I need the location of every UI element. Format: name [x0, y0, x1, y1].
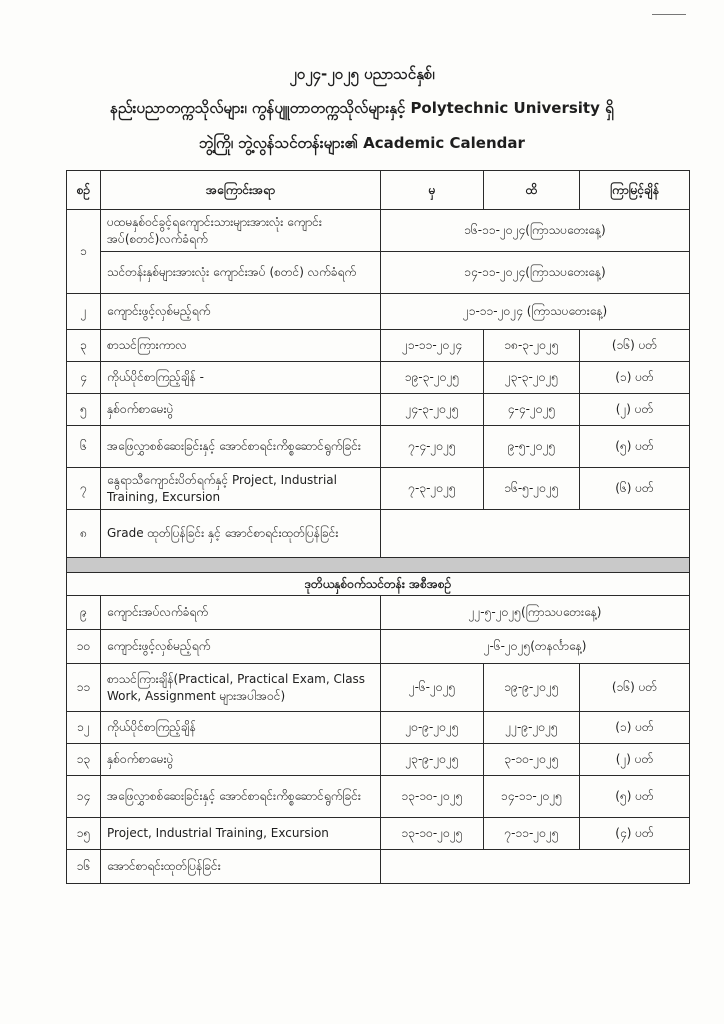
table-row	[67, 776, 690, 818]
table-row	[67, 394, 690, 426]
table-row	[67, 294, 690, 330]
table-row	[67, 712, 690, 744]
row-item: ကျောင်းအပ်လက်ခံရက်	[101, 596, 381, 630]
row-duration: (၁၆) ပတ်	[580, 664, 690, 712]
row-from: ၂၄-၃-၂၀၂၅	[381, 394, 484, 426]
row-to: ၂၃-၃-၂၀၂၅	[484, 362, 580, 394]
row-item: အဖြေလွှာစစ်ဆေးခြင်းနှင့် အောင်စာရင်းကိစ္စဆောင်ရွက်ခြင်း	[101, 776, 381, 818]
row-duration: (၁) ပတ်	[580, 362, 690, 394]
header-to: ထိ	[484, 171, 580, 210]
row-no: ၆	[67, 426, 101, 468]
row-item: ကျောင်းဖွင့်လှစ်မည့်ရက်	[101, 630, 381, 664]
section-heading-row	[67, 573, 690, 596]
header-item: အကြောင်းအရာ	[101, 171, 381, 210]
table-row	[67, 818, 690, 850]
row-from: ၂၁-၁၁-၂၀၂၄	[381, 330, 484, 362]
row-to: ၁၉-၉-၂၀၂၅	[484, 664, 580, 712]
row-no: ၁၅	[67, 818, 101, 850]
row-duration: (၄) ပတ်	[580, 818, 690, 850]
table-row	[67, 744, 690, 776]
row-no: ၁၁	[67, 664, 101, 712]
row-from: ၂၀-၉-၂၀၂၅	[381, 712, 484, 744]
row-duration: (၂) ပတ်	[580, 394, 690, 426]
row-item: ကိုယ်ပိုင်စာကြည့်ချိန်	[101, 712, 381, 744]
table-row	[67, 426, 690, 468]
table-row	[67, 664, 690, 712]
row-to: ၇-၁၁-၂၀၂၅	[484, 818, 580, 850]
row-item: စာသင်ကြားကာလ	[101, 330, 381, 362]
row-to: ၁၄-၁၁-၂၀၂၅	[484, 776, 580, 818]
row-no: ၁၄	[67, 776, 101, 818]
table-row	[67, 252, 690, 294]
row-item: Project, Industrial Training, Excursion	[101, 818, 381, 850]
title-institutions: နည်းပညာတက္ကသိုလ်များ၊ ကွန်ပျူတာတက္ကသိုလ်များနှင့် Polytechnic University ရှိ	[110, 99, 614, 117]
row-no: ၉	[67, 596, 101, 630]
row-duration: (၁၆) ပတ်	[580, 330, 690, 362]
row-item: နွေရာသီကျောင်းပိတ်ရက်နှင့် Project, Industrial Training, Excursion	[101, 468, 381, 510]
title-year: ၂၀၂၄-၂၀၂၅ ပညာသင်နှစ်၊	[289, 65, 435, 83]
table-row	[67, 330, 690, 362]
row-duration: (၂) ပတ်	[580, 744, 690, 776]
row-duration: (၅) ပတ်	[580, 426, 690, 468]
row-to: ၄-၄-၂၀၂၅	[484, 394, 580, 426]
row-no: ၁၆	[67, 850, 101, 884]
row-from: ၁၉-၃-၂၀၂၅	[381, 362, 484, 394]
row-item: ကျောင်းဖွင့်လှစ်မည့်ရက်	[101, 294, 381, 330]
row-item: သင်တန်းနှစ်များအားလုံး ကျောင်းအပ် (စတင်) လက်ခံရက်	[101, 252, 381, 294]
row-from: ၁၃-၁၀-၂၀၂၅	[381, 818, 484, 850]
title-calendar: ဘွဲ့ကြို၊ ဘွဲ့လွန်သင်တန်းများ၏ Academic Calendar	[199, 134, 525, 152]
row-no: ၁၀	[67, 630, 101, 664]
row-to: ၁၈-၃-၂၀၂၅	[484, 330, 580, 362]
header-from: မှ	[381, 171, 484, 210]
table-row	[67, 630, 690, 664]
table-row	[67, 850, 690, 884]
row-to: ၃-၁၀-၂၀၂၅	[484, 744, 580, 776]
table-row	[67, 210, 690, 252]
academic-calendar-table	[66, 170, 690, 884]
row-item: အဖြေလွှာစစ်ဆေးခြင်းနှင့် အောင်စာရင်းကိစ္စဆောင်ရွက်ခြင်း	[101, 426, 381, 468]
table-row	[67, 468, 690, 510]
table-row	[67, 362, 690, 394]
row-duration: (၆) ပတ်	[580, 468, 690, 510]
row-date: ၂၂-၅-၂၀၂၅(ကြာသပတေးနေ့)	[381, 596, 690, 630]
divider-cell	[67, 558, 690, 573]
row-from: ၇-၃-၂၀၂၅	[381, 468, 484, 510]
row-to: ၂၂-၉-၂၀၂၅	[484, 712, 580, 744]
row-date-empty	[381, 510, 690, 558]
row-from: ၂-၆-၂၀၂၅	[381, 664, 484, 712]
row-no: ၄	[67, 362, 101, 394]
row-from: ၇-၄-၂၀၂၅	[381, 426, 484, 468]
scan-mark	[652, 14, 686, 15]
row-item: Grade ထုတ်ပြန်ခြင်း နှင့် အောင်စာရင်းထုတ်ပြန်ခြင်း	[101, 510, 381, 558]
row-no: ၃	[67, 330, 101, 362]
row-no: ၅	[67, 394, 101, 426]
row-no: ၂	[67, 294, 101, 330]
table-row	[67, 596, 690, 630]
row-duration: (၅) ပတ်	[580, 776, 690, 818]
row-date: ၂၁-၁၁-၂၀၂၄ (ကြာသပတေးနေ့)	[381, 294, 690, 330]
row-date: ၁၆-၁၁-၂၀၂၄(ကြာသပတေးနေ့)	[381, 210, 690, 252]
header-no: စဉ်	[67, 171, 101, 210]
row-no: ၁၃	[67, 744, 101, 776]
table-header-row	[67, 171, 690, 210]
row-item: နှစ်ဝက်စာမေးပွဲ	[101, 394, 381, 426]
row-item: နှစ်ဝက်စာမေးပွဲ	[101, 744, 381, 776]
row-no: ၁	[67, 210, 101, 294]
row-to: ၁၆-၅-၂၀၂၅	[484, 468, 580, 510]
row-to: ၉-၅-၂၀၂၅	[484, 426, 580, 468]
row-no: ၈	[67, 510, 101, 558]
row-date: ၁၄-၁၁-၂၀၂၄(ကြာသပတေးနေ့)	[381, 252, 690, 294]
row-no: ၇	[67, 468, 101, 510]
section-divider	[67, 558, 690, 573]
row-from: ၁၃-၁၀-၂၀၂၅	[381, 776, 484, 818]
second-term-heading: ဒုတိယနှစ်ဝက်သင်တန်း အစီအစဉ်	[67, 573, 690, 596]
row-duration: (၁) ပတ်	[580, 712, 690, 744]
row-date: ၂-၆-၂၀၂၅(တနင်္လာနေ့)	[381, 630, 690, 664]
table-row	[67, 510, 690, 558]
row-item: စာသင်ကြားချိန်(Practical, Practical Exam, Class Work, Assignment များအပါအဝင်)	[101, 664, 381, 712]
row-date-empty	[381, 850, 690, 884]
row-item: အောင်စာရင်းထုတ်ပြန်ခြင်း	[101, 850, 381, 884]
header-duration: ကြာမြင့်ချိန်	[580, 171, 690, 210]
row-no: ၁၂	[67, 712, 101, 744]
row-from: ၂၃-၉-၂၀၂၅	[381, 744, 484, 776]
row-item: ကိုယ်ပိုင်စာကြည့်ချိန် -	[101, 362, 381, 394]
row-item: ပထမနှစ်ဝင်ခွင့်ရကျောင်းသားများအားလုံး ကျောင်းအပ်(စတင်)လက်ခံရက်	[101, 210, 381, 252]
